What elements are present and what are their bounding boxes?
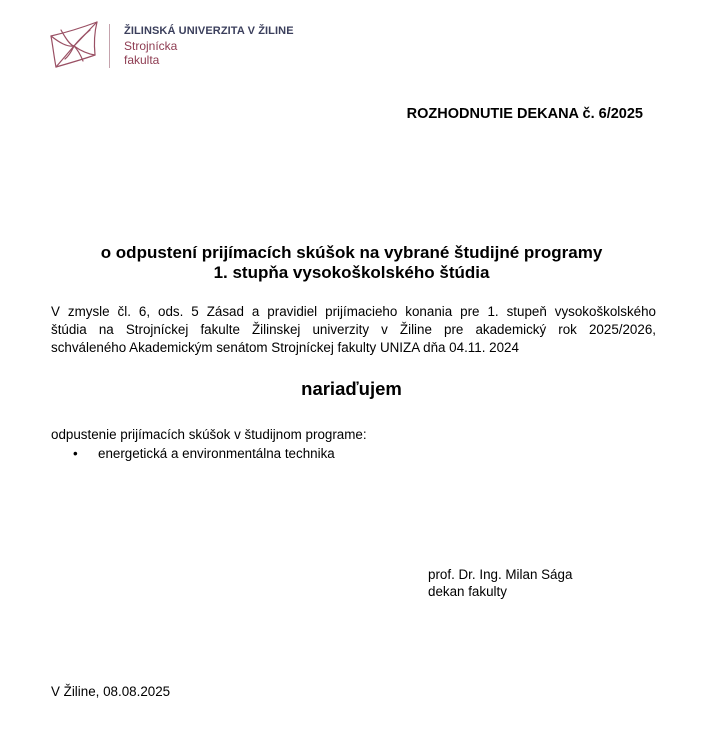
- bullet-icon: •: [73, 446, 78, 461]
- document-title: [0, 243, 703, 283]
- faculty-logo: [48, 19, 298, 71]
- ordering-heading: nariaďujem: [301, 378, 402, 399]
- preamble-line1: V zmysle čl. 6, ods. 5 Zásad a pravidiel prijímacieho konania pre 1. stupeň vysokoškolského: [51, 304, 656, 319]
- signatory-role: dekan fakulty: [428, 584, 507, 599]
- signature-block: [428, 566, 572, 600]
- uniza-logo-icon: [48, 19, 100, 69]
- program-list: [51, 445, 335, 463]
- university-name: ŽILINSKÁ UNIVERZITA V ŽILINE: [124, 25, 294, 37]
- preamble-line2: štúdia na Strojníckej fakulte Žilinskej univerzity v Žiline pre akademický rok 2025/2026,: [51, 322, 656, 337]
- list-item: [51, 445, 335, 463]
- program-name: energetická a environmentálna technika: [98, 446, 335, 461]
- faculty-name-line2: fakulta: [124, 53, 160, 67]
- place-date: V Žiline, 08.08.2025: [51, 684, 171, 699]
- faculty-name-line1: Strojnícka: [124, 39, 178, 53]
- signatory-name: prof. Dr. Ing. Milan Sága: [428, 567, 573, 582]
- faculty-name: [124, 39, 177, 67]
- document-title-line2: 1. stupňa vysokoškolského štúdia: [213, 263, 490, 282]
- document-title-line1: o odpustení prijímacích skúšok na vybrané študijné programy: [100, 243, 603, 262]
- decision-number: ROZHODNUTIE DEKANA č. 6/2025: [406, 106, 643, 122]
- body-intro: odpustenie prijímacích skúšok v študijnom programe:: [51, 427, 367, 442]
- preamble-paragraph: [51, 303, 656, 357]
- preamble-line3: schváleného Akademickým senátom Strojníckej fakulty UNIZA dňa 04.11. 2024: [51, 340, 519, 355]
- logo-divider: [109, 24, 110, 68]
